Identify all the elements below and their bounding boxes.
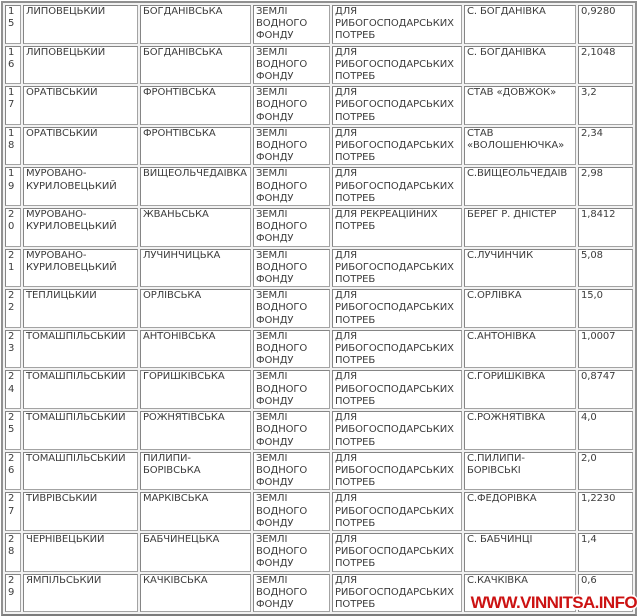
cell-object-name: С.ОРЛІВКА (464, 289, 576, 328)
cell-row-number: 21 (5, 249, 21, 288)
cell-object-name: С. БАБЧИНЦІ (464, 533, 576, 572)
cell-object-name: СТАВ «ДОВЖОК» (464, 86, 576, 125)
cell-district: МУРОВАНО-КУРИЛОВЕЦЬКИЙ (23, 249, 138, 288)
table-row (5, 411, 633, 450)
cell-council: РОЖНЯТІВСЬКА (140, 411, 251, 450)
cell-area: 0,9280 (578, 5, 633, 44)
table-row (5, 289, 633, 328)
cell-object-name: С. БОГДАНІВКА (464, 46, 576, 85)
land-register-table (1, 1, 637, 616)
cell-row-number: 15 (5, 5, 21, 44)
cell-purpose: ДЛЯ РИБОГОСПОДАРСЬКИХ ПОТРЕБ (332, 492, 462, 531)
cell-row-number: 26 (5, 452, 21, 491)
table-row (5, 370, 633, 409)
cell-row-number: 19 (5, 167, 21, 206)
cell-council: АНТОНІВСЬКА (140, 330, 251, 369)
cell-council: БОГДАНІВСЬКА (140, 5, 251, 44)
cell-purpose: ДЛЯ РИБОГОСПОДАРСЬКИХ ПОТРЕБ (332, 249, 462, 288)
cell-council: ОРЛІВСЬКА (140, 289, 251, 328)
table-row (5, 533, 633, 572)
cell-row-number: 16 (5, 46, 21, 85)
cell-land-category: ЗЕМЛІ ВОДНОГО ФОНДУ (253, 5, 330, 44)
cell-area: 2,34 (578, 127, 633, 166)
cell-land-category: ЗЕМЛІ ВОДНОГО ФОНДУ (253, 574, 330, 613)
cell-object-name: С.ФЕДОРІВКА (464, 492, 576, 531)
cell-district: ОРАТІВСЬКИЙ (23, 127, 138, 166)
cell-council: ФРОНТІВСЬКА (140, 127, 251, 166)
cell-row-number: 27 (5, 492, 21, 531)
cell-district: ТОМАШПІЛЬСЬКИЙ (23, 330, 138, 369)
cell-purpose: ДЛЯ РИБОГОСПОДАРСЬКИХ ПОТРЕБ (332, 127, 462, 166)
cell-district: МУРОВАНО-КУРИЛОВЕЦЬКИЙ (23, 208, 138, 247)
cell-purpose: ДЛЯ РИБОГОСПОДАРСЬКИХ ПОТРЕБ (332, 5, 462, 44)
cell-council: ПИЛИПИ-БОРІВСЬКА (140, 452, 251, 491)
cell-area: 0,8747 (578, 370, 633, 409)
cell-district: ЛИПОВЕЦЬКИЙ (23, 46, 138, 85)
cell-purpose: ДЛЯ РИБОГОСПОДАРСЬКИХ ПОТРЕБ (332, 574, 462, 613)
cell-purpose: ДЛЯ РИБОГОСПОДАРСЬКИХ ПОТРЕБ (332, 167, 462, 206)
table-row (5, 127, 633, 166)
cell-object-name: С.РОЖНЯТІВКА (464, 411, 576, 450)
table-row (5, 492, 633, 531)
cell-area: 1,2230 (578, 492, 633, 531)
cell-area: 3,2 (578, 86, 633, 125)
cell-land-category: ЗЕМЛІ ВОДНОГО ФОНДУ (253, 46, 330, 85)
cell-row-number: 29 (5, 574, 21, 613)
cell-purpose: ДЛЯ РИБОГОСПОДАРСЬКИХ ПОТРЕБ (332, 289, 462, 328)
cell-council: ГОРИШКІВСЬКА (140, 370, 251, 409)
table-row (5, 5, 633, 44)
cell-area: 2,98 (578, 167, 633, 206)
cell-row-number: 17 (5, 86, 21, 125)
cell-land-category: ЗЕМЛІ ВОДНОГО ФОНДУ (253, 208, 330, 247)
table-row (5, 46, 633, 85)
cell-council: ЖВАНЬСЬКА (140, 208, 251, 247)
table-body (5, 5, 633, 612)
cell-purpose: ДЛЯ РИБОГОСПОДАРСЬКИХ ПОТРЕБ (332, 86, 462, 125)
cell-purpose: ДЛЯ РИБОГОСПОДАРСЬКИХ ПОТРЕБ (332, 46, 462, 85)
cell-council: КАЧКІВСЬКА (140, 574, 251, 613)
cell-object-name: С.КАЧКІВКА (464, 574, 576, 613)
cell-row-number: 24 (5, 370, 21, 409)
cell-object-name: С.ЛУЧИНЧИК (464, 249, 576, 288)
table-row (5, 208, 633, 247)
cell-land-category: ЗЕМЛІ ВОДНОГО ФОНДУ (253, 370, 330, 409)
cell-council: ВИЩЕОЛЬЧЕДАЇВКА (140, 167, 251, 206)
cell-district: ТОМАШПІЛЬСЬКИЙ (23, 411, 138, 450)
cell-area: 1,4 (578, 533, 633, 572)
cell-district: ОРАТІВСЬКИЙ (23, 86, 138, 125)
cell-purpose: ДЛЯ РЕКРЕАЦІЙНИХ ПОТРЕБ (332, 208, 462, 247)
cell-row-number: 18 (5, 127, 21, 166)
cell-land-category: ЗЕМЛІ ВОДНОГО ФОНДУ (253, 249, 330, 288)
cell-row-number: 25 (5, 411, 21, 450)
table-row (5, 249, 633, 288)
table-row (5, 330, 633, 369)
cell-area: 5,08 (578, 249, 633, 288)
cell-land-category: ЗЕМЛІ ВОДНОГО ФОНДУ (253, 533, 330, 572)
cell-district: ТИВРІВСЬКИЙ (23, 492, 138, 531)
cell-purpose: ДЛЯ РИБОГОСПОДАРСЬКИХ ПОТРЕБ (332, 411, 462, 450)
cell-object-name: С. БОГДАНІВКА (464, 5, 576, 44)
cell-land-category: ЗЕМЛІ ВОДНОГО ФОНДУ (253, 452, 330, 491)
cell-row-number: 23 (5, 330, 21, 369)
cell-district: ЧЕРНІВЕЦЬКИЙ (23, 533, 138, 572)
cell-area: 1,8412 (578, 208, 633, 247)
cell-area: 2,0 (578, 452, 633, 491)
cell-district: ТОМАШПІЛЬСЬКИЙ (23, 452, 138, 491)
cell-area: 2,1048 (578, 46, 633, 85)
cell-district: ТЕПЛИЦЬКИЙ (23, 289, 138, 328)
cell-council: ЛУЧИНЧИЦЬКА (140, 249, 251, 288)
cell-purpose: ДЛЯ РИБОГОСПОДАРСЬКИХ ПОТРЕБ (332, 452, 462, 491)
cell-land-category: ЗЕМЛІ ВОДНОГО ФОНДУ (253, 86, 330, 125)
cell-area: 0,6 (578, 574, 633, 613)
cell-land-category: ЗЕМЛІ ВОДНОГО ФОНДУ (253, 167, 330, 206)
cell-district: МУРОВАНО-КУРИЛОВЕЦЬКИЙ (23, 167, 138, 206)
cell-council: БАБЧИНЕЦЬКА (140, 533, 251, 572)
cell-object-name: СТАВ «ВОЛОШЕНЮЧКА» (464, 127, 576, 166)
table-row (5, 86, 633, 125)
cell-object-name: С.АНТОНІВКА (464, 330, 576, 369)
cell-object-name: С.ГОРИШКІВКА (464, 370, 576, 409)
table-row (5, 167, 633, 206)
cell-land-category: ЗЕМЛІ ВОДНОГО ФОНДУ (253, 411, 330, 450)
cell-purpose: ДЛЯ РИБОГОСПОДАРСЬКИХ ПОТРЕБ (332, 330, 462, 369)
cell-object-name: С.ВИЩЕОЛЬЧЕДАЇВ (464, 167, 576, 206)
cell-land-category: ЗЕМЛІ ВОДНОГО ФОНДУ (253, 492, 330, 531)
cell-area: 15,0 (578, 289, 633, 328)
cell-object-name: С.ПИЛИПИ-БОРІВСЬКІ (464, 452, 576, 491)
cell-land-category: ЗЕМЛІ ВОДНОГО ФОНДУ (253, 330, 330, 369)
cell-council: БОГДАНІВСЬКА (140, 46, 251, 85)
cell-area: 4,0 (578, 411, 633, 450)
site-watermark: WWW.VINNITSA.INFO (470, 593, 637, 612)
cell-land-category: ЗЕМЛІ ВОДНОГО ФОНДУ (253, 289, 330, 328)
cell-council: ФРОНТІВСЬКА (140, 86, 251, 125)
cell-purpose: ДЛЯ РИБОГОСПОДАРСЬКИХ ПОТРЕБ (332, 370, 462, 409)
cell-row-number: 28 (5, 533, 21, 572)
cell-row-number: 20 (5, 208, 21, 247)
cell-district: ТОМАШПІЛЬСЬКИЙ (23, 370, 138, 409)
table-row (5, 452, 633, 491)
cell-council: МАРКІВСЬКА (140, 492, 251, 531)
cell-area: 1,0007 (578, 330, 633, 369)
cell-district: ЯМПІЛЬСЬКИЙ (23, 574, 138, 613)
cell-district: ЛИПОВЕЦЬКИЙ (23, 5, 138, 44)
cell-land-category: ЗЕМЛІ ВОДНОГО ФОНДУ (253, 127, 330, 166)
cell-object-name: БЕРЕГ Р. ДНІСТЕР (464, 208, 576, 247)
cell-purpose: ДЛЯ РИБОГОСПОДАРСЬКИХ ПОТРЕБ (332, 533, 462, 572)
cell-row-number: 22 (5, 289, 21, 328)
